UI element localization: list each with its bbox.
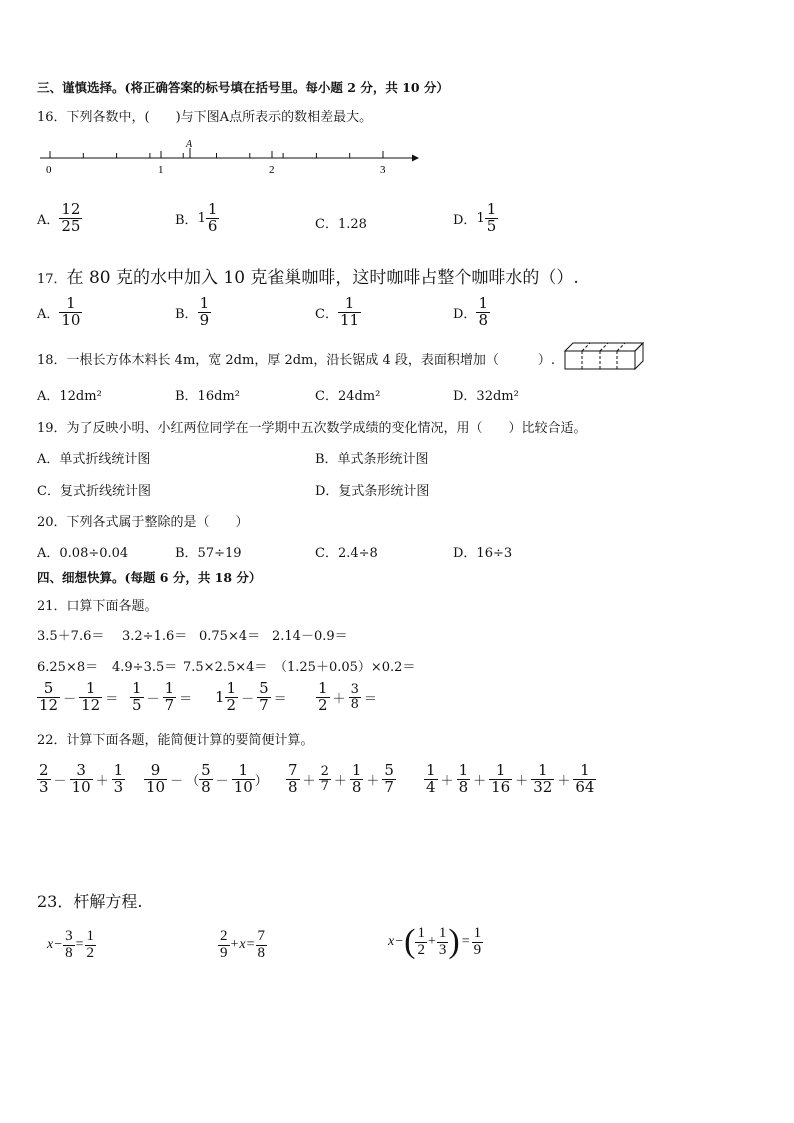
q21-item: 7.5×2.5×4＝ (183, 660, 268, 675)
fraction: $\frac{1}{6}$ (207, 200, 218, 235)
q22-stem: 22．计算下面各题，能简便计算的要简便计算。 (37, 733, 314, 748)
nl-label-1: 1 (158, 164, 164, 176)
q18-option-b[interactable]: B．16dm² (175, 389, 240, 404)
q16-option-d[interactable] (453, 202, 498, 235)
q21-stem: 21．口算下面各题。 (37, 599, 158, 614)
q18-option-d[interactable]: D．32dm² (453, 389, 519, 404)
option-letter: B． (175, 306, 198, 322)
option-letter: B． (175, 212, 198, 228)
q19-option-b[interactable]: B．单式条形统计图 (315, 452, 429, 467)
q22-expr-3: $\frac{7}{8}$ ＋ $\frac{2}{7}$ ＋ $\frac{1}{8}$ ＋ $\frac{5}{7}$ (288, 761, 394, 796)
section4-title: 四、细想快算。(每题 6 分，共 18 分） (37, 570, 262, 585)
option-letter: C． (315, 306, 338, 322)
option-letter: A． (37, 212, 60, 228)
point-a-label: A (186, 139, 193, 150)
q16-option-b[interactable] (175, 202, 219, 235)
q21-item: 3.5＋7.6＝ (37, 629, 105, 644)
q20-option-c[interactable]: C．2.4÷8 (315, 546, 378, 561)
q22-expr-1: $\frac{2}{3}$ － $\frac{3}{10}$ ＋ $\frac{1}{3}$ (39, 761, 124, 796)
fraction: $\frac{1}{11}$ (339, 294, 360, 329)
option-letter: A． (37, 306, 60, 322)
q16-stem: 16．下列各数中，( )与下图A点所表示的数相差最大。 (37, 110, 373, 125)
q22-expr-4: $\frac{1}{4}$ ＋ $\frac{1}{8}$ ＋ $\frac{1}{16}$ ＋ $\frac{1}{32}$ ＋ $\frac{1}{64}$ (426, 761, 595, 796)
option-letter: C． (315, 217, 338, 232)
q21-fraction-2: $\frac{1}{5}$ － $\frac{1}{7}$ ＝ (132, 679, 193, 714)
q21-fraction-1: $\frac{5}{12}$ － $\frac{1}{12}$ ＝ (39, 679, 119, 714)
q23-equation-3: x − ( $\frac{1}{2}$ + $\frac{1}{3}$ ) = $\frac{1}{9}$ (388, 923, 482, 960)
q17-option-d[interactable] (453, 296, 490, 329)
nl-label-0: 0 (46, 164, 52, 176)
q20-stem: 20．下列各式属于整除的是（ ） (37, 515, 249, 530)
fraction: $\frac{1}{5}$ (486, 200, 497, 235)
q21-fraction-3: 1 $\frac{1}{2}$ － $\frac{5}{7}$ ＝ (215, 679, 287, 714)
q20-option-d[interactable]: D．16÷3 (453, 546, 513, 561)
q20-option-a[interactable]: A．0.08÷0.04 (37, 546, 129, 561)
q19-stem: 19．为了反映小明、小红两位同学在一学期中五次数学成绩的变化情况，用（ ）比较合适。 (37, 421, 587, 436)
q21-item: （1.25＋0.05）×0.2＝ (274, 660, 416, 675)
q23-equation-1: x − $\frac{3}{8}$ = $\frac{1}{2}$ (47, 928, 95, 961)
fraction: $\frac{1}{9}$ (199, 294, 210, 329)
option-letter: D． (453, 306, 477, 322)
number-line (34, 136, 424, 178)
q21-item: 2.14－0.9＝ (272, 629, 348, 644)
nl-label-2: 2 (269, 164, 275, 176)
cuboid-figure (563, 341, 645, 371)
q21-item: 4.9÷3.5＝ (112, 660, 178, 675)
number-line-arrow (412, 155, 419, 162)
q19-option-d[interactable]: D．复式条形统计图 (315, 484, 430, 499)
section3-title: 三、谨慎选择。(将正确答案的标号填在括号里。每小题 2 分，共 10 分） (37, 80, 449, 95)
q22-expr-2: $\frac{9}{10}$ － （ $\frac{5}{8}$ － $\frac{1}{10}$ ） (146, 761, 268, 796)
q21-item: 3.2÷1.6＝ (122, 629, 188, 644)
q17-option-b[interactable] (175, 296, 211, 329)
q17-option-c[interactable] (315, 296, 361, 329)
fraction: $\frac{1}{8}$ (478, 294, 488, 329)
q21-fraction-4: $\frac{1}{2}$ ＋ $\frac{3}{8}$ ＝ (318, 679, 377, 714)
q19-option-a[interactable]: A．单式折线统计图 (37, 452, 151, 467)
left-paren-icon: ( (404, 923, 416, 960)
q23-stem: 23．杆解方程. (37, 892, 143, 911)
option-text: 1.28 (337, 217, 367, 232)
q18-stem: 18．一根长方体木料长 4m，宽 2dm，厚 2dm，沿长锯成 4 段，表面积增加（ ）. (37, 353, 556, 368)
fraction: $\frac{1}{10}$ (61, 294, 81, 329)
q17-stem: 17．在 80 克的水中加入 10 克雀巢咖啡，这时咖啡占整个咖啡水的（）. (37, 268, 579, 288)
q20-option-b[interactable]: B．57÷19 (175, 546, 242, 561)
q23-equation-2: $\frac{2}{9}$ + x = $\frac{7}{8}$ (220, 928, 266, 961)
q21-item: 6.25×8＝ (37, 660, 99, 675)
number-line-ticks (50, 151, 383, 158)
q18-option-a[interactable]: A．12dm² (37, 389, 102, 404)
q17-option-a[interactable] (37, 296, 82, 329)
right-paren-icon: ) (448, 923, 460, 960)
q16-option-a[interactable] (37, 202, 82, 235)
q21-item: 0.75×4＝ (199, 629, 261, 644)
fraction: $\frac{12}{25}$ (61, 200, 81, 235)
q16-option-c[interactable] (315, 213, 367, 232)
q18-option-c[interactable]: C．24dm² (315, 389, 381, 404)
option-letter: D． (453, 212, 477, 228)
nl-label-3: 3 (380, 164, 386, 176)
mixed-whole: 1 (476, 210, 485, 226)
q19-option-c[interactable]: C．复式折线统计图 (37, 484, 151, 499)
mixed-whole: 1 (197, 210, 206, 226)
